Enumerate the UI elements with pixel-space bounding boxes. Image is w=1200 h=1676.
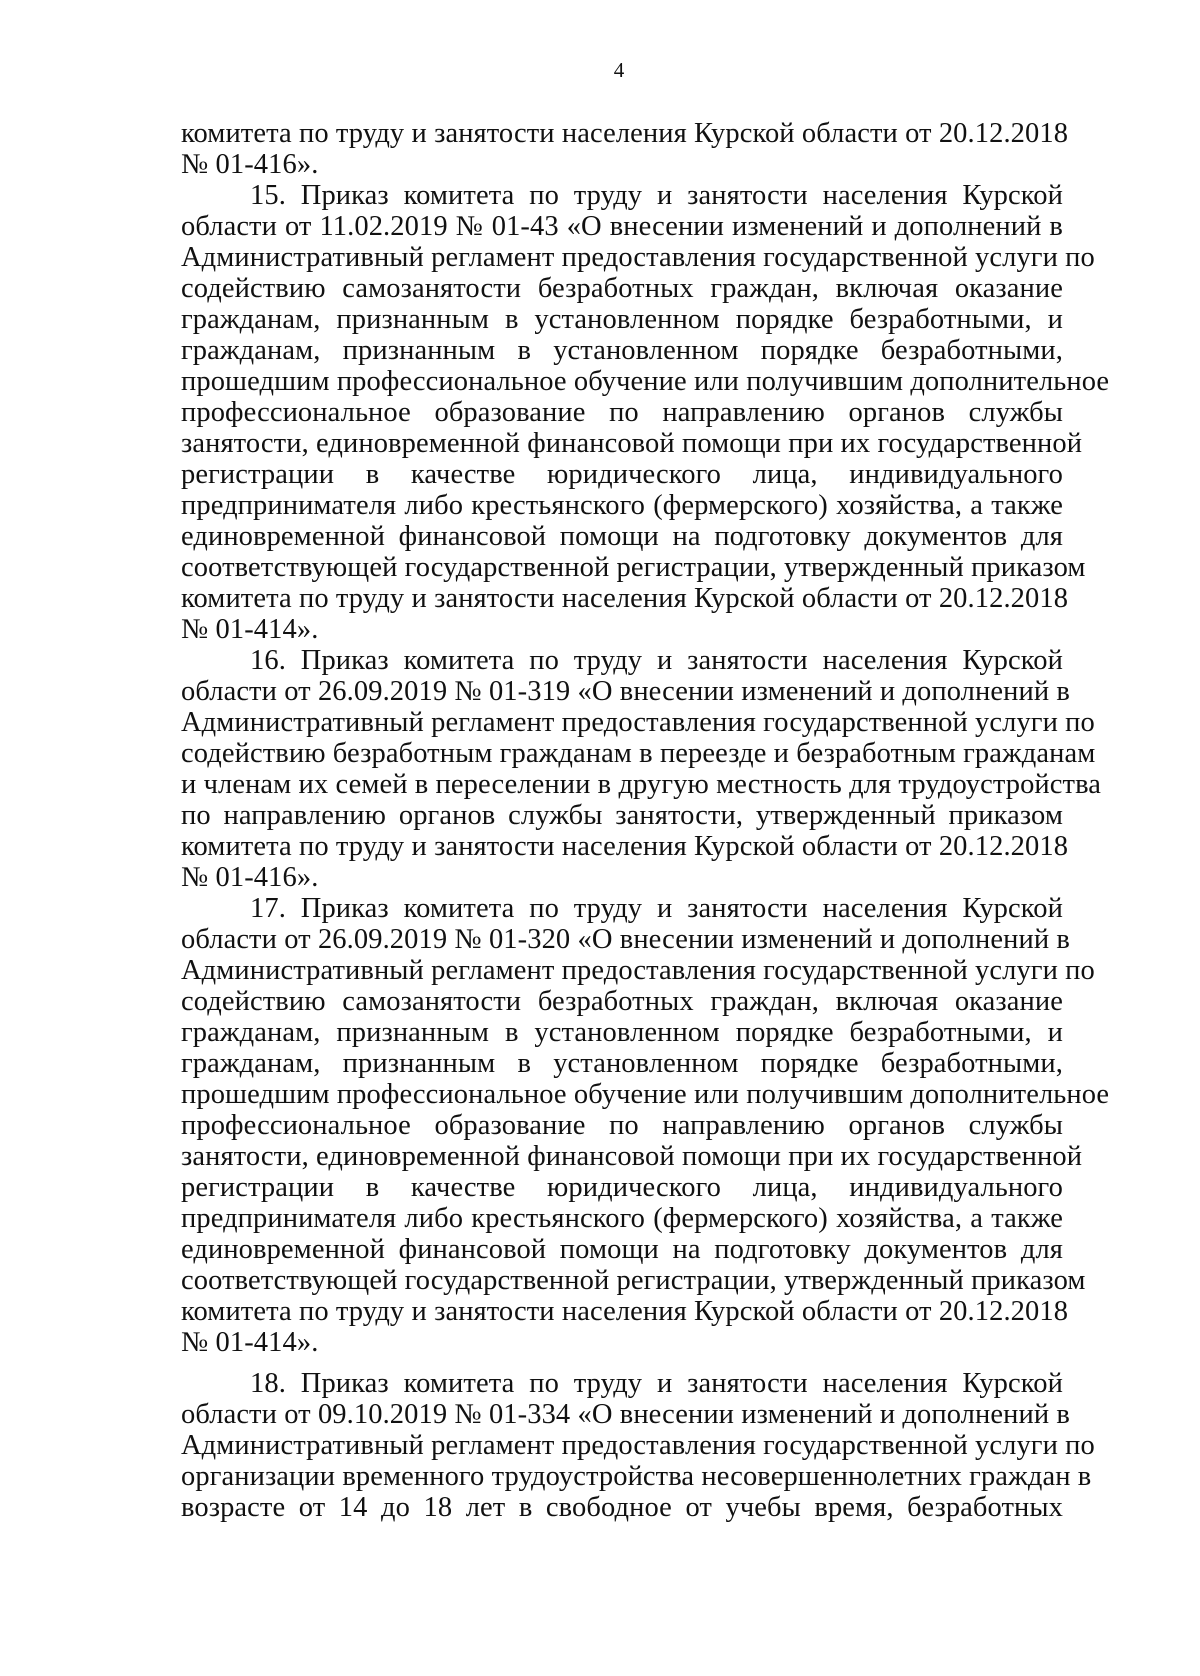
text-line: предпринимателя либо крестьянского (фермерского) хозяйства, а также	[181, 490, 1063, 521]
text-line: Административный регламент предоставления государственной услуги по	[181, 1430, 1095, 1461]
text-line: гражданам, признанным в установленном порядке безработными, и	[181, 1017, 1063, 1048]
text-line: 18. Приказ комитета по труду и занятости населения Курской	[250, 1368, 1063, 1399]
text-line: содействию самозанятости безработных граждан, включая оказание	[181, 986, 1063, 1017]
text-line: занятости, единовременной финансовой помощи при их государственной	[181, 428, 1083, 459]
text-line: организации временного трудоустройства несовершеннолетних граждан в	[181, 1461, 1092, 1492]
text-line: профессиональное образование по направлению органов службы	[181, 397, 1063, 428]
text-line: единовременной финансовой помощи на подготовку документов для	[181, 521, 1063, 552]
text-line: Административный регламент предоставления государственной услуги по	[181, 955, 1095, 986]
text-line: и членам их семей в переселении в другую местность для трудоустройства	[181, 769, 1102, 800]
text-line: единовременной финансовой помощи на подготовку документов для	[181, 1234, 1063, 1265]
text-line: области от 11.02.2019 № 01-43 «О внесении изменений и дополнений в	[181, 211, 1063, 242]
text-line: 17. Приказ комитета по труду и занятости населения Курской	[250, 893, 1063, 924]
text-line: № 01-414».	[181, 614, 319, 645]
page-number: 4	[613, 58, 625, 82]
paragraph-item-17	[181, 893, 1110, 1358]
text-line: соответствующей государственной регистрации, утвержденный приказом	[181, 552, 1086, 583]
paragraph-item-18	[181, 1368, 1095, 1523]
paragraph-spacer	[181, 1358, 1063, 1368]
text-line: гражданам, признанным в установленном порядке безработными,	[181, 335, 1063, 366]
text-line: занятости, единовременной финансовой помощи при их государственной	[181, 1141, 1083, 1172]
text-line: профессиональное образование по направлению органов службы	[181, 1110, 1063, 1141]
text-line: области от 26.09.2019 № 01-320 «О внесении изменений и дополнений в	[181, 924, 1070, 955]
text-line: Административный регламент предоставления государственной услуги по	[181, 242, 1095, 273]
text-line: регистрации в качестве юридического лица, индивидуального	[181, 1172, 1063, 1203]
document-body	[181, 118, 1110, 1523]
text-line: прошедшим профессиональное обучение или получившим дополнительное	[181, 1079, 1110, 1110]
text-line: комитета по труду и занятости населения Курской области от 20.12.2018	[181, 1296, 1069, 1327]
text-line: содействию безработным гражданам в переезде и безработным гражданам	[181, 738, 1096, 769]
text-line: гражданам, признанным в установленном порядке безработными, и	[181, 304, 1063, 335]
text-line: регистрации в качестве юридического лица, индивидуального	[181, 459, 1063, 490]
paragraph-item-16	[181, 645, 1102, 893]
text-line: № 01-414».	[181, 1327, 319, 1358]
text-line: № 01-416».	[181, 149, 319, 180]
text-line: комитета по труду и занятости населения Курской области от 20.12.2018	[181, 831, 1069, 862]
text-line: 16. Приказ комитета по труду и занятости населения Курской	[250, 645, 1063, 676]
text-line: Административный регламент предоставления государственной услуги по	[181, 707, 1095, 738]
text-line: области от 26.09.2019 № 01-319 «О внесении изменений и дополнений в	[181, 676, 1070, 707]
text-line: соответствующей государственной регистрации, утвержденный приказом	[181, 1265, 1086, 1296]
text-line: прошедшим профессиональное обучение или получившим дополнительное	[181, 366, 1110, 397]
text-line: 15. Приказ комитета по труду и занятости населения Курской	[250, 180, 1063, 211]
text-line: по направлению органов службы занятости, утвержденный приказом	[181, 800, 1063, 831]
text-line: комитета по труду и занятости населения Курской области от 20.12.2018	[181, 583, 1069, 614]
paragraph-item-15	[181, 180, 1110, 645]
text-line: № 01-416».	[181, 862, 319, 893]
text-line: возрасте от 14 до 18 лет в свободное от учебы время, безработных	[181, 1492, 1063, 1523]
text-line: комитета по труду и занятости населения Курской области от 20.12.2018	[181, 118, 1069, 149]
text-line: содействию самозанятости безработных граждан, включая оказание	[181, 273, 1063, 304]
text-line: гражданам, признанным в установленном порядке безработными,	[181, 1048, 1063, 1079]
paragraph-continuation	[181, 118, 1069, 180]
text-line: области от 09.10.2019 № 01-334 «О внесении изменений и дополнений в	[181, 1399, 1070, 1430]
text-line: предпринимателя либо крестьянского (фермерского) хозяйства, а также	[181, 1203, 1063, 1234]
